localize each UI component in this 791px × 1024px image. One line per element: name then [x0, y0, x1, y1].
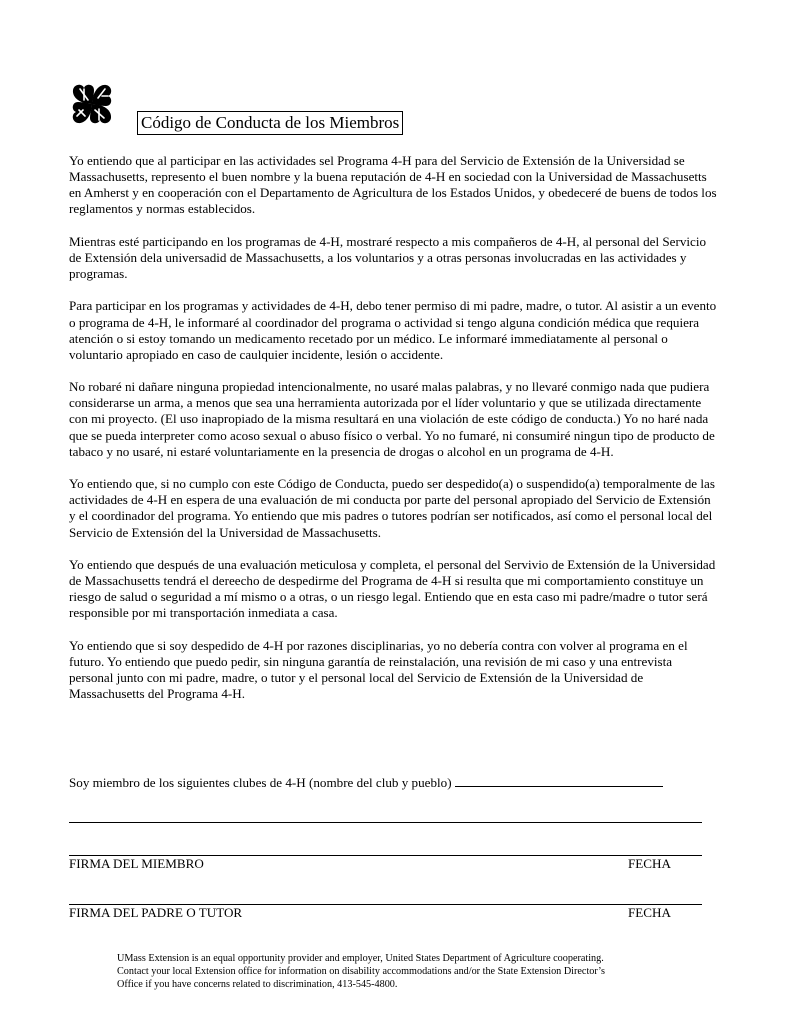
document-body [69, 153, 719, 718]
member-signature-label: FIRMA DEL MIEMBRO [69, 856, 204, 871]
paragraph-dismissal: Yo entiendo que después de una evaluación meticulosa y completa, el personal del Servivio de Extensión de la Universidad de Massachusetts tendrá el dereecho de despedirme del Programa de 4-H si resulta que mi comportamiento constituye un riesgo de salud o seguridad a mí mismo o a otras, o un riesgo legal. Entiendo que en esta caso mi padre/madre o tutor será responsible por mi transportación inmediata a casa. [69, 556, 716, 621]
footer-line: Contact your local Extension office for information on disability accommodations and/or the State Extension Director’s [117, 965, 605, 977]
paragraph-participation: Yo entiendo que al participar en las actividades sel Programa 4-H para del Servicio de Extensión de la Universidad se Massachusetts, represento el buen nombre y la buena reputación de 4-H en sociedad con la Universidad de Massachusetts en Amherst y en cooperación con el Departamento de Agricultura de los Estados Unidos, y obedeceré de buens de todos los reglamentos y normas establecidos. [69, 153, 717, 217]
club-name-continuation-line[interactable] [69, 822, 702, 823]
guardian-date-label: FECHA [628, 905, 671, 920]
four-leaf-clover-icon [68, 80, 116, 130]
paragraph-suspension: Yo entiendo que, si no cumplo con este Código de Conducta, puedo ser despedido(a) o suspendido(a) temporalmente de las actividades de 4-H en espera de una evaluación de mi conducta por parte del personal apropiado del Servicio de Extensión y el coordinador del programa. Yo entiendo que mis padres o tutores podrían ser notificados, así como el personal local del Servicio de Extensión del la Universidad de Massachusetts. [69, 476, 715, 540]
footer-line: Office if you have concerns related to discrimination, 413-545-4800. [117, 978, 398, 990]
member-date-label: FECHA [628, 856, 671, 871]
paragraph-reinstatement: Yo entiendo que si soy despedido de 4-H por razones disciplinarias, yo no debería contra con volver al programa en el futuro. Yo entiendo que puedo pedir, sin ninguna garantía de reinstalación, una revisión de mi caso y una entrevista personal junto con mi padre, madre, o tutor y el personal local del Servicio de Extensión de la Universidad de Massachusetts del Programa 4-H. [69, 637, 688, 702]
club-membership-line [69, 774, 709, 791]
footer-line: UMass Extension is an equal opportunity provider and employer, United States Department of Agriculture cooperating. [117, 953, 604, 964]
paragraph-permission: Para participar en los programas y actividades de 4-H, debo tener permiso di mi padre, madre, o tutor. Al asistir a un evento o programa de 4-H, le informaré al coordinador del programa o actividad si tengo alguna condición médica que requiera atención o si estoy tomando un medicamento recetado por un médico. Le informaré immediatamente al personal o voluntario apropiado en caso de caulquier incidente, lesión o accidente. [69, 298, 717, 362]
guardian-signature-label: FIRMA DEL PADRE O TUTOR [69, 905, 243, 920]
paragraph-conduct-rules: No robaré ni dañare ninguna propiedad intencionalmente, no usaré malas palabras, y no llevaré conmigo nada que pudiera considerarse un arma, a menos que sea una herramienta autorizada por el líder voluntario y que se utilizada directamente con mi proyecto. (El uso inapropiado de la misma resultará en una violación de este código de conducta.) Yo no haré nada que se pueda interpreter como acoso sexual o abuso físico o verbal. Yo no fumaré, ni consumiré ningun tipo de producto de tabaco y no usaré, ni estaré voluntariamente en la presencia de drogas o alcohol en un programa de 4-H. [69, 379, 715, 459]
club-name-field[interactable] [455, 774, 663, 787]
club-prompt-label: Soy miembro de los siguientes clubes de 4-H (nombre del club y pueblo) [69, 775, 452, 790]
page-title: Código de Conducta de los Miembros [137, 111, 403, 135]
footer-disclaimer [117, 953, 697, 991]
paragraph-respect: Mientras esté participando en los programas de 4-H, mostraré respecto a mis compañeros de 4-H, al personal del Servicio de Extensión dela universadid de Massachusetts, a los voluntarios y a otras personas involucradas en las actividades y programas. [69, 233, 707, 282]
